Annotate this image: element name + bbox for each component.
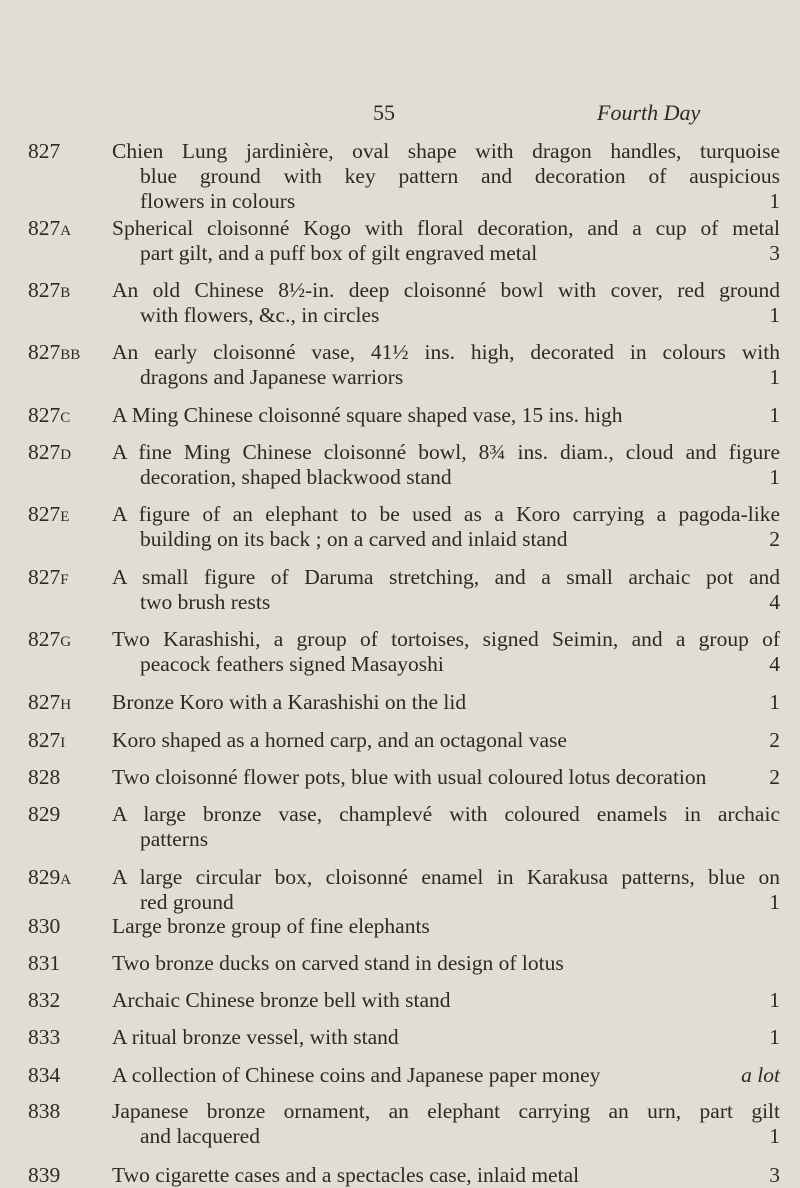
lot-number: 827c [28, 403, 71, 427]
lot-quantity: a lot [741, 1063, 780, 1087]
lot-quantity: 1 [769, 365, 780, 389]
lot-quantity: 2 [769, 728, 780, 752]
lot-suffix: a [60, 216, 72, 240]
lot-description [112, 802, 780, 852]
description-line: A figure of an elephant to be used as a Koro carrying a pagoda-like [112, 502, 780, 526]
description-line: Spherical cloisonné Kogo with floral decoration, and a cup of metal [112, 216, 780, 240]
description-line: Archaic Chinese bronze bell with stand [112, 988, 451, 1012]
lot-suffix: d [60, 440, 72, 464]
lot-number: 827f [28, 565, 69, 589]
lot-number: 831 [28, 951, 61, 975]
lot-number: 838 [28, 1099, 61, 1123]
lot-number: 832 [28, 988, 61, 1012]
lot-number: 827e [28, 502, 70, 526]
description-line: with flowers, &c., in circles [140, 303, 380, 327]
description-line: An old Chinese 8½-in. deep cloisonné bowl with cover, red ground [112, 278, 780, 302]
description-line: A large bronze vase, champlevé with coloured enamels in archaic [112, 802, 780, 826]
lot-description [112, 988, 780, 1013]
lot-number: 833 [28, 1025, 61, 1049]
lot-suffix: a [60, 865, 72, 889]
lot-suffix: b [60, 278, 71, 302]
description-line: building on its back ; on a carved and inlaid stand [140, 527, 568, 551]
lot-suffix: e [60, 502, 70, 526]
description-line: Koro shaped as a horned carp, and an octagonal vase [112, 728, 567, 752]
lot-number: 827h [28, 690, 72, 714]
lot-quantity: 3 [769, 1163, 780, 1187]
lot-description [112, 690, 780, 715]
sale-day: Fourth Day [597, 100, 701, 125]
lot-description [112, 728, 780, 753]
lot-quantity: 1 [769, 1025, 780, 1049]
lot-quantity: 1 [769, 988, 780, 1012]
lot-quantity: 1 [769, 303, 780, 327]
lot-description [112, 914, 780, 939]
lot-quantity: 4 [769, 652, 780, 676]
lot-quantity: 1 [769, 465, 780, 489]
lot-number: 827i [28, 728, 66, 752]
lot-number: 839 [28, 1163, 61, 1187]
lot-description [112, 765, 780, 790]
description-line: A collection of Chinese coins and Japanese paper money [112, 1063, 601, 1087]
description-line: Bronze Koro with a Karashishi on the lid [112, 690, 467, 714]
lot-description [112, 1163, 780, 1188]
lot-number: 827bb [28, 340, 81, 364]
lot-suffix: f [60, 565, 69, 589]
lot-description [112, 216, 780, 266]
description-line: part gilt, and a puff box of gilt engraved metal [140, 241, 538, 265]
lot-number: 827a [28, 216, 72, 240]
lot-description [112, 340, 780, 390]
lot-number: 827d [28, 440, 72, 464]
lot-description [112, 865, 780, 915]
lot-quantity: 1 [769, 403, 780, 427]
lot-number: 830 [28, 914, 61, 938]
page-number: 55 [373, 100, 395, 125]
page-header [0, 98, 800, 128]
description-line: A ritual bronze vessel, with stand [112, 1025, 399, 1049]
lot-description [112, 951, 780, 976]
description-line: peacock feathers signed Masayoshi [140, 652, 444, 676]
description-line: Two bronze ducks on carved stand in design of lotus [112, 951, 564, 975]
description-line: blue ground with key pattern and decoration of auspicious [140, 164, 780, 188]
lot-description [112, 1099, 780, 1149]
lot-description [112, 1025, 780, 1050]
lot-suffix: i [60, 728, 66, 752]
lot-quantity: 1 [769, 890, 780, 914]
lot-quantity: 1 [769, 690, 780, 714]
description-line: Two cigarette cases and a spectacles case, inlaid metal [112, 1163, 580, 1187]
lot-quantity: 2 [769, 765, 780, 789]
lot-suffix: c [60, 403, 71, 427]
description-line: red ground [140, 890, 234, 914]
description-line: An early cloisonné vase, 41½ ins. high, decorated in colours with [112, 340, 780, 364]
lot-description [112, 440, 780, 490]
lot-suffix: g [60, 627, 72, 651]
lot-number: 828 [28, 765, 61, 789]
lot-suffix: h [60, 690, 72, 714]
description-line: and lacquered [140, 1124, 260, 1148]
lot-description [112, 502, 780, 552]
lot-quantity: 1 [769, 189, 780, 213]
description-line: A large circular box, cloisonné enamel in Karakusa patterns, blue on [112, 865, 780, 889]
description-line: Two Karashishi, a group of tortoises, signed Seimin, and a group of [112, 627, 780, 651]
lot-description [112, 278, 780, 328]
lot-number: 827 [28, 139, 61, 163]
lot-description [112, 1063, 780, 1088]
lot-description [112, 627, 780, 677]
description-line: flowers in colours [140, 189, 296, 213]
lot-number: 829 [28, 802, 61, 826]
lot-description [112, 565, 780, 615]
lot-description [112, 403, 780, 428]
lot-number: 827b [28, 278, 71, 302]
lot-quantity: 1 [769, 1124, 780, 1148]
lot-description [112, 139, 780, 214]
description-line: Large bronze group of fine elephants [112, 914, 430, 938]
description-line: A Ming Chinese cloisonné square shaped vase, 15 ins. high [112, 403, 623, 427]
description-line: Japanese bronze ornament, an elephant carrying an urn, part gilt [112, 1099, 780, 1123]
lot-suffix: bb [60, 340, 81, 364]
lot-quantity: 2 [769, 527, 780, 551]
lot-number: 834 [28, 1063, 61, 1087]
description-line: patterns [140, 827, 209, 851]
description-line: decoration, shaped blackwood stand [140, 465, 452, 489]
description-line: A fine Ming Chinese cloisonné bowl, 8¾ ins. diam., cloud and figure [112, 440, 780, 464]
description-line: Chien Lung jardinière, oval shape with dragon handles, turquoise [112, 139, 780, 163]
lot-quantity: 3 [769, 241, 780, 265]
lot-quantity: 4 [769, 590, 780, 614]
description-line: two brush rests [140, 590, 271, 614]
description-line: dragons and Japanese warriors [140, 365, 404, 389]
lot-number: 829a [28, 865, 72, 889]
lot-number: 827g [28, 627, 72, 651]
description-line: A small figure of Daruma stretching, and a small archaic pot and [112, 565, 780, 589]
description-line: Two cloisonné flower pots, blue with usual coloured lotus decoration [112, 765, 707, 789]
